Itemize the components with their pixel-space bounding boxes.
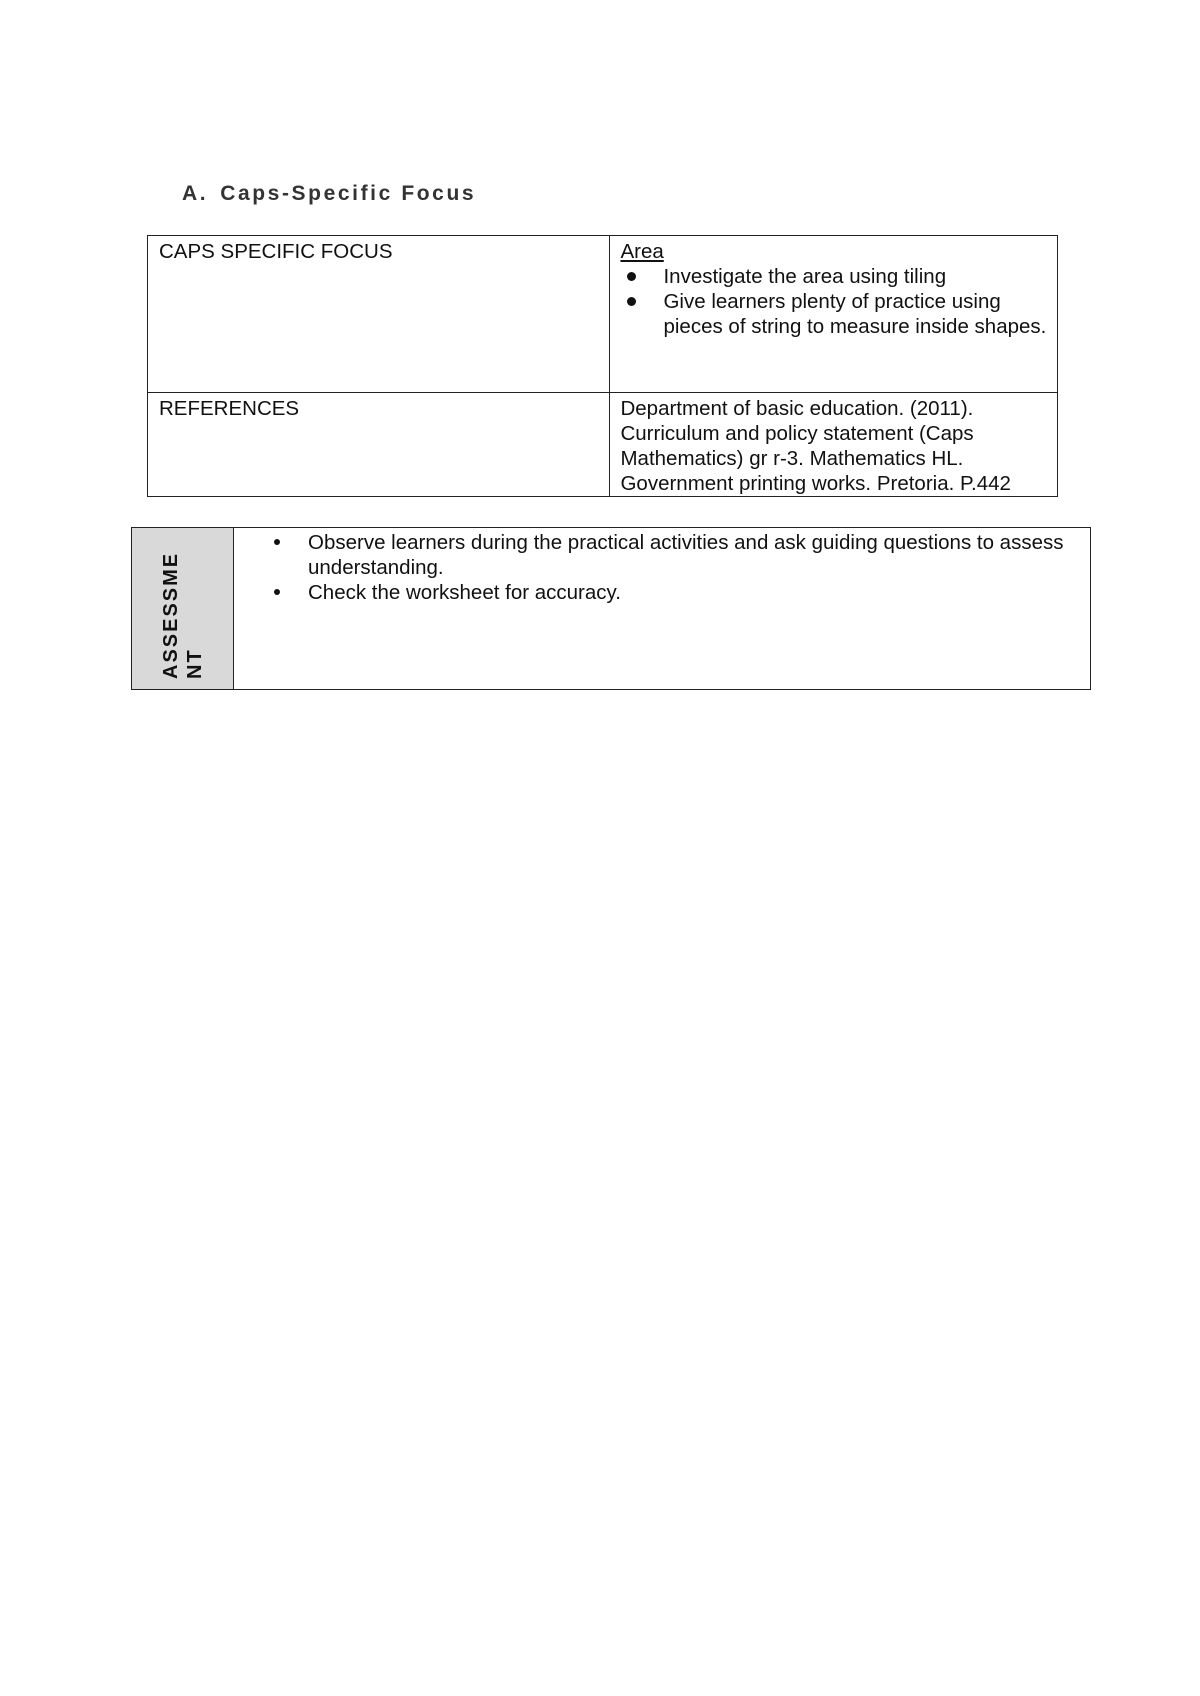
- references-label-cell: [148, 393, 610, 497]
- references-label: REFERENCES: [159, 397, 300, 420]
- list-item: Give learners plenty of practice using pieces of string to measure inside shapes.: [620, 289, 1051, 339]
- area-title: Area: [620, 240, 664, 263]
- caps-focus-value-cell: [610, 236, 1058, 393]
- assessment-side-cell: [132, 528, 234, 690]
- table-row: [148, 236, 1058, 393]
- assessment-side-label: ASSESSME NT: [159, 551, 206, 679]
- list-item: Investigate the area using tiling: [620, 264, 1051, 289]
- focus-bullet-list: [620, 264, 1051, 339]
- section-heading: [182, 182, 476, 206]
- caps-focus-table: [147, 235, 1058, 497]
- assessment-bullet-list: [234, 530, 1070, 605]
- assessment-content-cell: [234, 528, 1091, 690]
- references-value-cell: [610, 393, 1058, 497]
- caps-focus-label-cell: [148, 236, 610, 393]
- section-title: Caps-Specific Focus: [220, 182, 477, 205]
- section-number: A.: [182, 182, 209, 205]
- table-row: [132, 528, 1091, 690]
- caps-focus-label: CAPS SPECIFIC FOCUS: [159, 240, 393, 263]
- assessment-table: [131, 527, 1091, 690]
- list-item: Observe learners during the practical activities and ask guiding questions to assess understanding.: [234, 530, 1070, 580]
- table-row: [148, 393, 1058, 497]
- list-item: Check the worksheet for accuracy.: [234, 580, 1070, 605]
- references-text: Department of basic education. (2011). Curriculum and policy statement (Caps Mathematics) gr r-3. Mathematics HL. Government printing works. Pretoria. P.442: [620, 397, 1011, 495]
